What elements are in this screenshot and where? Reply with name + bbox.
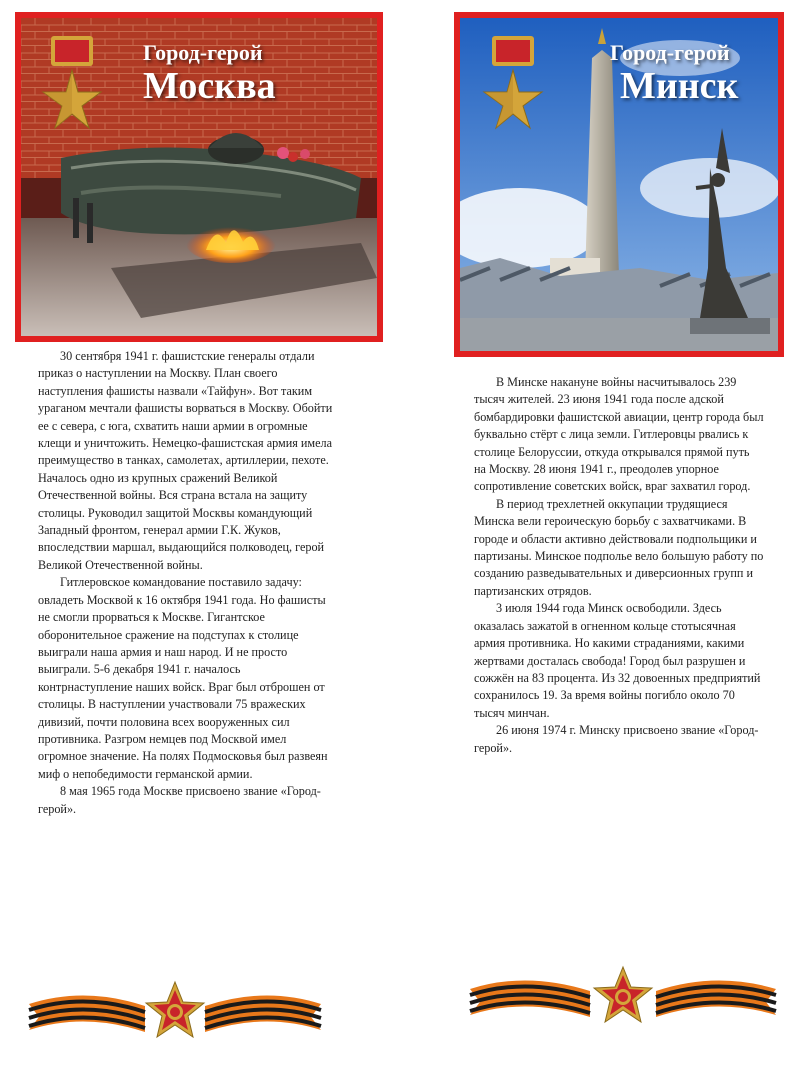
moscow-title-line1: Город-герой: [143, 40, 263, 65]
moscow-text: [38, 348, 336, 818]
minsk-paragraph: В период трехлетней оккупации трудящиеся Минска вели героическую борьбу с захватчиками. В городе и области активно действовали подпольщики и партизаны. Минское подполье вело большую работу по созданию разведывательных и диверсионных групп и партизанских отрядов.: [474, 496, 764, 598]
minsk-title: [610, 40, 738, 106]
st-george-ribbon-icon: [25, 980, 325, 1050]
minsk-text: [474, 374, 764, 757]
moscow-photo: [15, 12, 383, 342]
minsk-paragraph: 26 июня 1974 г. Минску присвоено звание «Город-герой».: [474, 723, 759, 755]
moscow-paragraph: 30 сентября 1941 г. фашистские генералы отдали приказ о наступлении на Москву. План своего наступления фашисты назвали «Тайфун». Вот таким ураганом мечтали фашисты ворваться в Москву. Обойти ее с севера, с юга, схватить наши армии в огромные клещи и уничтожить. Немецко-фашистская армия имела преимущество в танках, самолетах, артиллерии, пехоте. Началось одно из крупных сражений Великой Отечественной войны. Вся страна встала на защиту столицы. Руководил защитой Москвы командующий Западный фронтом, генерал армии Г.К. Жуков, впоследствии маршал, выдающийся полководец, герой Великой Отечественной войны.: [38, 349, 333, 572]
minsk-paragraph: 3 июля 1944 года Минск освободили. Здесь оказалась зажатой в огненном кольце стотысячная армия противника. Но какими страданиями, какими жертвами досталась свобода! Город был разрушен и сожжён на 83 процента. Из 32 довоенных предприятий сохранилось 19. За время войны погибло около 70 тысяч минчан.: [474, 601, 761, 720]
gold-star-medal-icon: [41, 34, 103, 144]
minsk-title-line2: Минск: [620, 65, 739, 107]
moscow-paragraph: Гитлеровское командование поставило задачу: овладеть Москвой к 16 октября 1941 года. Но фашисты не смогли прорваться к Москве. Гигантское оборонительное сражение на подступах к столице выиграли наша армия и наш народ. И не просто выиграли. 5-6 декабря 1941 г. началось контрнаступление наших войск. Враг был отброшен от столицы. В наступлении участвовали 75 вражеских дивизий, почти половина всех вооруженных сил противника. Разгром немцев под Москвой имел огромное значение. На полях Подмосковья был развеян миф о непобедимости германской армии.: [38, 575, 328, 781]
minsk-paragraph: В Минске накануне войны насчитывалось 239 тысяч жителей. 23 июня 1941 года после адской бомбардировки фашистской авиации, центр города был буквально стёрт с лица земли. Гитлеровцы рвались к столице Белоруссии, откуда открывался прямой путь на Москву. 28 июня 1941 г., преодолев упорное сопротивление советских войск, враг захватил город.: [474, 375, 764, 494]
minsk-photo: [454, 12, 784, 357]
st-george-ribbon-icon: [466, 965, 780, 1035]
moscow-title-line2: Москва: [143, 65, 276, 107]
moscow-paragraph: 8 мая 1965 года Москве присвоено звание «Город-герой».: [38, 784, 321, 816]
gold-star-medal-icon: [482, 34, 544, 144]
moscow-title: [143, 40, 276, 106]
minsk-title-line1: Город-герой: [610, 40, 730, 65]
